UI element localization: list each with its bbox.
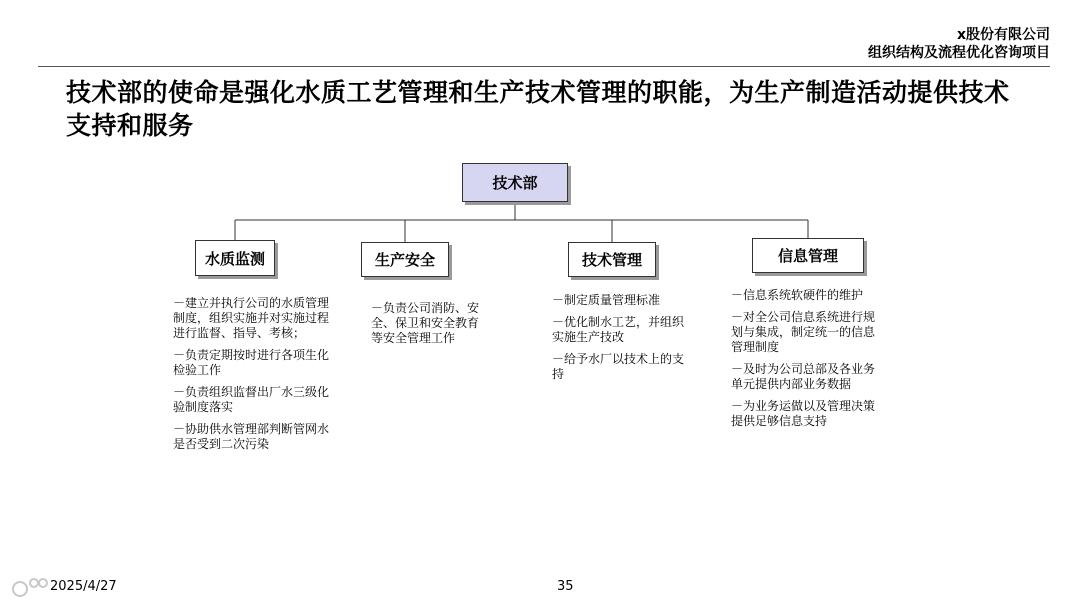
project-name: 组织结构及流程优化咨询项目 [868, 45, 1050, 61]
tech-management-duties [552, 293, 692, 389]
info-management-duties [731, 288, 886, 436]
slide-title: 技术部的使命是强化水质工艺管理和生产技术管理的职能，为生产制造活动提供技术支持和服务 [66, 78, 1010, 140]
dept-box-production-safety: 生产安全 [361, 242, 449, 277]
footer-date: 2025/4/27 [50, 579, 117, 594]
dept-box-tech-management: 技术管理 [568, 242, 656, 277]
production-safety-duties [371, 301, 483, 353]
watermark-logo-icon [10, 575, 50, 603]
duty-item: －对全公司信息系统进行规划与集成，制定统一的信息管理制度 [731, 310, 876, 354]
duty-item: －为业务运做以及管理决策提供足够信息支持 [731, 399, 876, 428]
duty-item: －制定质量管理标准 [552, 293, 661, 307]
water-quality-duties [173, 296, 333, 459]
dept-box-water-quality: 水质监测 [195, 240, 275, 276]
company-name: x股份有限公司 [956, 27, 1050, 43]
duty-item: －负责定期按时进行各项生化检验工作 [173, 348, 330, 377]
duty-item: －给予水厂以技术上的支持 [552, 352, 685, 381]
duty-item: －负责组织监督出厂水三级化验制度落实 [173, 385, 330, 414]
duty-item: －优化制水工艺，并组织实施生产技改 [552, 315, 685, 344]
root-box-tech-dept: 技术部 [462, 163, 568, 202]
duty-item: －及时为公司总部及各业务单元提供内部业务数据 [731, 362, 876, 391]
duty-item: －建立并执行公司的水质管理制度，组织实施并对实施过程进行监督、指导、考核； [173, 296, 330, 340]
dept-box-info-management: 信息管理 [752, 238, 864, 273]
duty-item: －负责公司消防、安全、保卫和安全教育等安全管理工作 [371, 301, 480, 345]
duty-item: －协助供水管理部判断管网水是否受到二次污染 [173, 422, 330, 451]
duty-item: －信息系统软硬件的维护 [731, 288, 864, 302]
page-number: 35 [557, 579, 574, 594]
